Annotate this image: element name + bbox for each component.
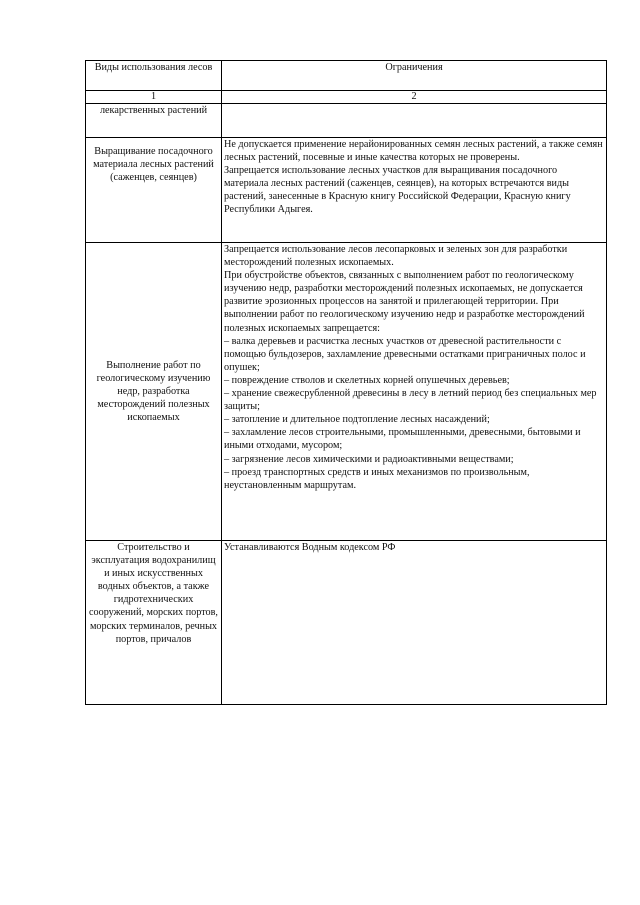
header-restrictions: Ограничения	[222, 61, 607, 91]
restriction-text	[222, 243, 607, 541]
prohibited-actions-list	[224, 335, 604, 492]
header-forest-use-types: Виды использования лесов	[86, 61, 222, 91]
restriction-paragraph: Устанавливаются Водным кодексом РФ	[224, 542, 396, 553]
restriction-paragraph: Запрещается использование лесных участков для выращивания посадочного материала лесных растений (саженцев, сеянцев), на которых встречаются виды растений, занесенные в Красную книгу Российской Федерации, Красную книгу Республики Адыгея.	[224, 165, 571, 216]
table-row	[86, 104, 607, 138]
column-number-2: 2	[222, 91, 607, 104]
table-row	[86, 138, 607, 243]
list-item: – загрязнение лесов химическими и радиоактивными веществами;	[224, 453, 514, 465]
forest-use-kind: Выращивание посадочного материала лесных растений (саженцев, сеянцев)	[86, 138, 222, 243]
table-row	[86, 243, 607, 541]
list-item: – проезд транспортных средств и иных механизмов по произвольным, неустановленным маршрутам.	[224, 466, 530, 491]
table-row	[86, 541, 607, 705]
list-item: – валка деревьев и расчистка лесных участков от древесной растительности с помощью бульдозеров, захламление древесными остатками приграничных полос и опушек;	[224, 335, 586, 373]
list-item: – повреждение стволов и скелетных корней опушечных деревьев;	[224, 374, 510, 386]
restriction-paragraph: Не допускается применение нерайонированных семян лесных растений, а также семян лесных растений, посевные и иные качества которых не проверены.	[224, 139, 603, 164]
restriction-paragraph: Запрещается использование лесов лесопарковых и зеленых зон для разработки месторождений полезных ископаемых.	[224, 244, 568, 269]
list-item: – затопление и длительное подтопление лесных насаждений;	[224, 414, 490, 426]
header-row	[86, 61, 607, 91]
forest-use-kind: лекарственных растений	[86, 104, 222, 138]
restriction-text	[222, 541, 607, 705]
restriction-paragraph: При обустройстве объектов, связанных с выполнением работ по геологическому изучению недр, разработки месторождений полезных ископаемых, не допускается развитие эрозионных процессов на занятой и прилегающей территории. При выполнении работ по геологическому изучению недр и разработке месторождений полезных ископаемых запрещается:	[224, 270, 585, 334]
forest-use-kind: Строительство и эксплуатация водохранилищ и иных искусственных водных объектов, а также гидротехнических сооружений, морских портов, морских терминалов, речных портов, причалов	[86, 541, 222, 705]
restriction-text	[222, 104, 607, 138]
list-item: – хранение свежесрубленной древесины в лесу в летний период без специальных мер защиты;	[224, 388, 597, 413]
column-number-row	[86, 91, 607, 104]
list-item: – захламление лесов строительными, промышленными, древесными, бытовыми и иными отходами, мусором;	[224, 427, 581, 452]
forest-use-kind: Выполнение работ по геологическому изучению недр, разработка месторождений полезных ископаемых	[86, 243, 222, 541]
restrictions-table	[85, 60, 607, 705]
column-number-1: 1	[86, 91, 222, 104]
restriction-text	[222, 138, 607, 243]
